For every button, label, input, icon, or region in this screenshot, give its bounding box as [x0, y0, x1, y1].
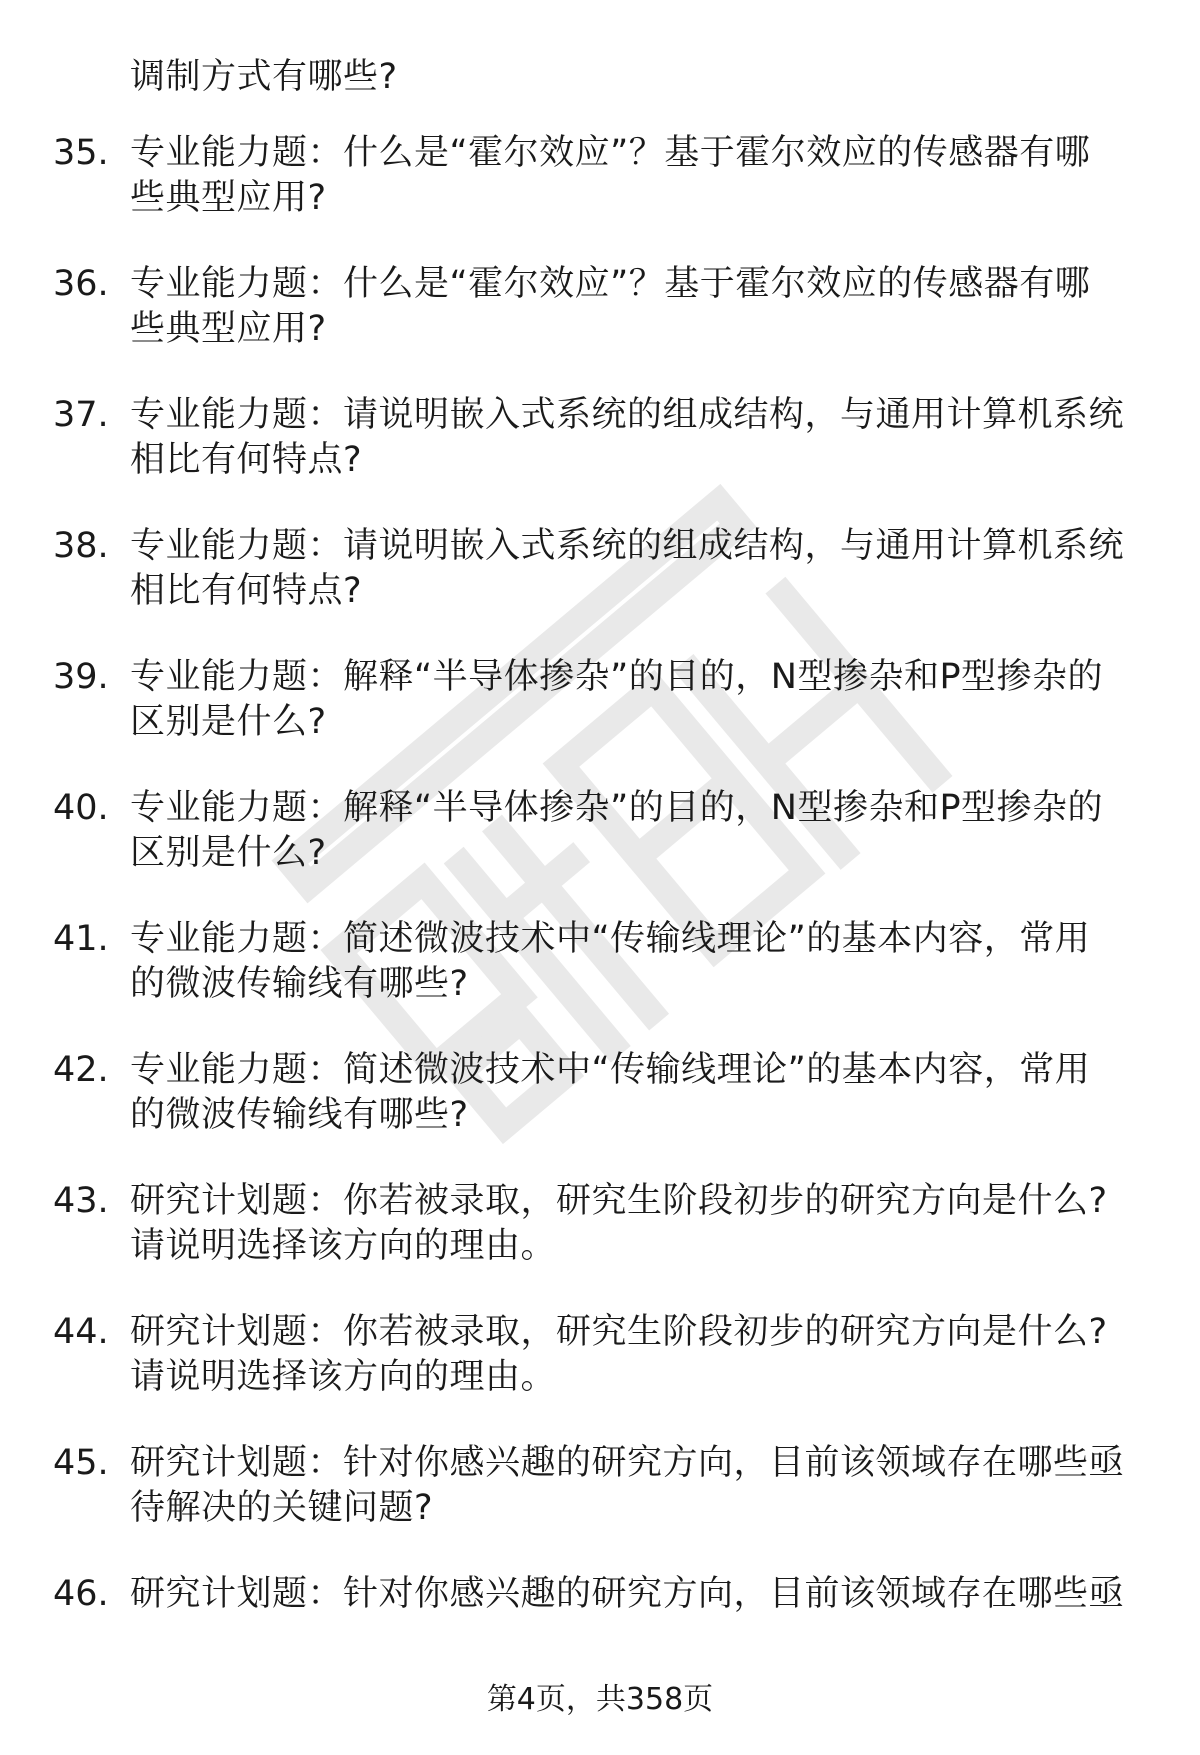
question-number: 41.	[53, 919, 109, 959]
question-text-line: 相比有何特点?	[130, 571, 363, 611]
question-number: 36.	[53, 264, 109, 304]
question-number: 40.	[53, 788, 109, 828]
question-text-line: 专业能力题：简述微波技术中“传输线理论”的基本内容，常用	[130, 919, 1091, 959]
question-text-line: 专业能力题：简述微波技术中“传输线理论”的基本内容，常用	[130, 1050, 1091, 1090]
question-number: 38.	[53, 526, 109, 566]
question-text-line: 相比有何特点?	[130, 440, 363, 480]
page-footer: 第4页，共358页	[486, 1682, 714, 1717]
question-number: 46.	[53, 1574, 109, 1614]
question-text-line: 调制方式有哪些?	[130, 57, 398, 97]
question-text-line: 专业能力题：什么是“霍尔效应”？基于霍尔效应的传感器有哪	[130, 264, 1091, 304]
question-number: 43.	[53, 1181, 109, 1221]
question-number: 35.	[53, 133, 109, 173]
question-text-line: 区别是什么?	[130, 702, 327, 742]
question-text-line: 待解决的关键问题?	[130, 1488, 434, 1528]
question-text-line: 的微波传输线有哪些?	[130, 1095, 469, 1135]
question-number: 42.	[53, 1050, 109, 1090]
question-number: 45.	[53, 1443, 109, 1483]
question-text-line: 区别是什么?	[130, 833, 327, 873]
question-text-line: 些典型应用?	[130, 178, 327, 218]
question-text-line: 研究计划题：你若被录取，研究生阶段初步的研究方向是什么?	[130, 1181, 1108, 1221]
question-text-line: 专业能力题：解释“半导体掺杂”的目的，N型掺杂和P型掺杂的	[130, 657, 1104, 697]
question-number: 37.	[53, 395, 109, 435]
question-text-line: 些典型应用?	[130, 309, 327, 349]
question-text-line: 专业能力题：什么是“霍尔效应”？基于霍尔效应的传感器有哪	[130, 133, 1091, 173]
question-text-line: 研究计划题：你若被录取，研究生阶段初步的研究方向是什么?	[130, 1312, 1108, 1352]
question-text-line: 请说明选择该方向的理由。	[130, 1357, 557, 1397]
question-number: 39.	[53, 657, 109, 697]
question-text-line: 专业能力题：请说明嵌入式系统的组成结构，与通用计算机系统	[130, 395, 1125, 435]
question-text-line: 请说明选择该方向的理由。	[130, 1226, 557, 1266]
question-number: 44.	[53, 1312, 109, 1352]
question-text-line: 研究计划题：针对你感兴趣的研究方向，目前该领域存在哪些亟	[130, 1443, 1125, 1483]
question-text-line: 研究计划题：针对你感兴趣的研究方向，目前该领域存在哪些亟	[130, 1574, 1125, 1614]
question-text-line: 的微波传输线有哪些?	[130, 964, 469, 1004]
question-text-line: 专业能力题：请说明嵌入式系统的组成结构，与通用计算机系统	[130, 526, 1125, 566]
question-text-line: 专业能力题：解释“半导体掺杂”的目的，N型掺杂和P型掺杂的	[130, 788, 1104, 828]
